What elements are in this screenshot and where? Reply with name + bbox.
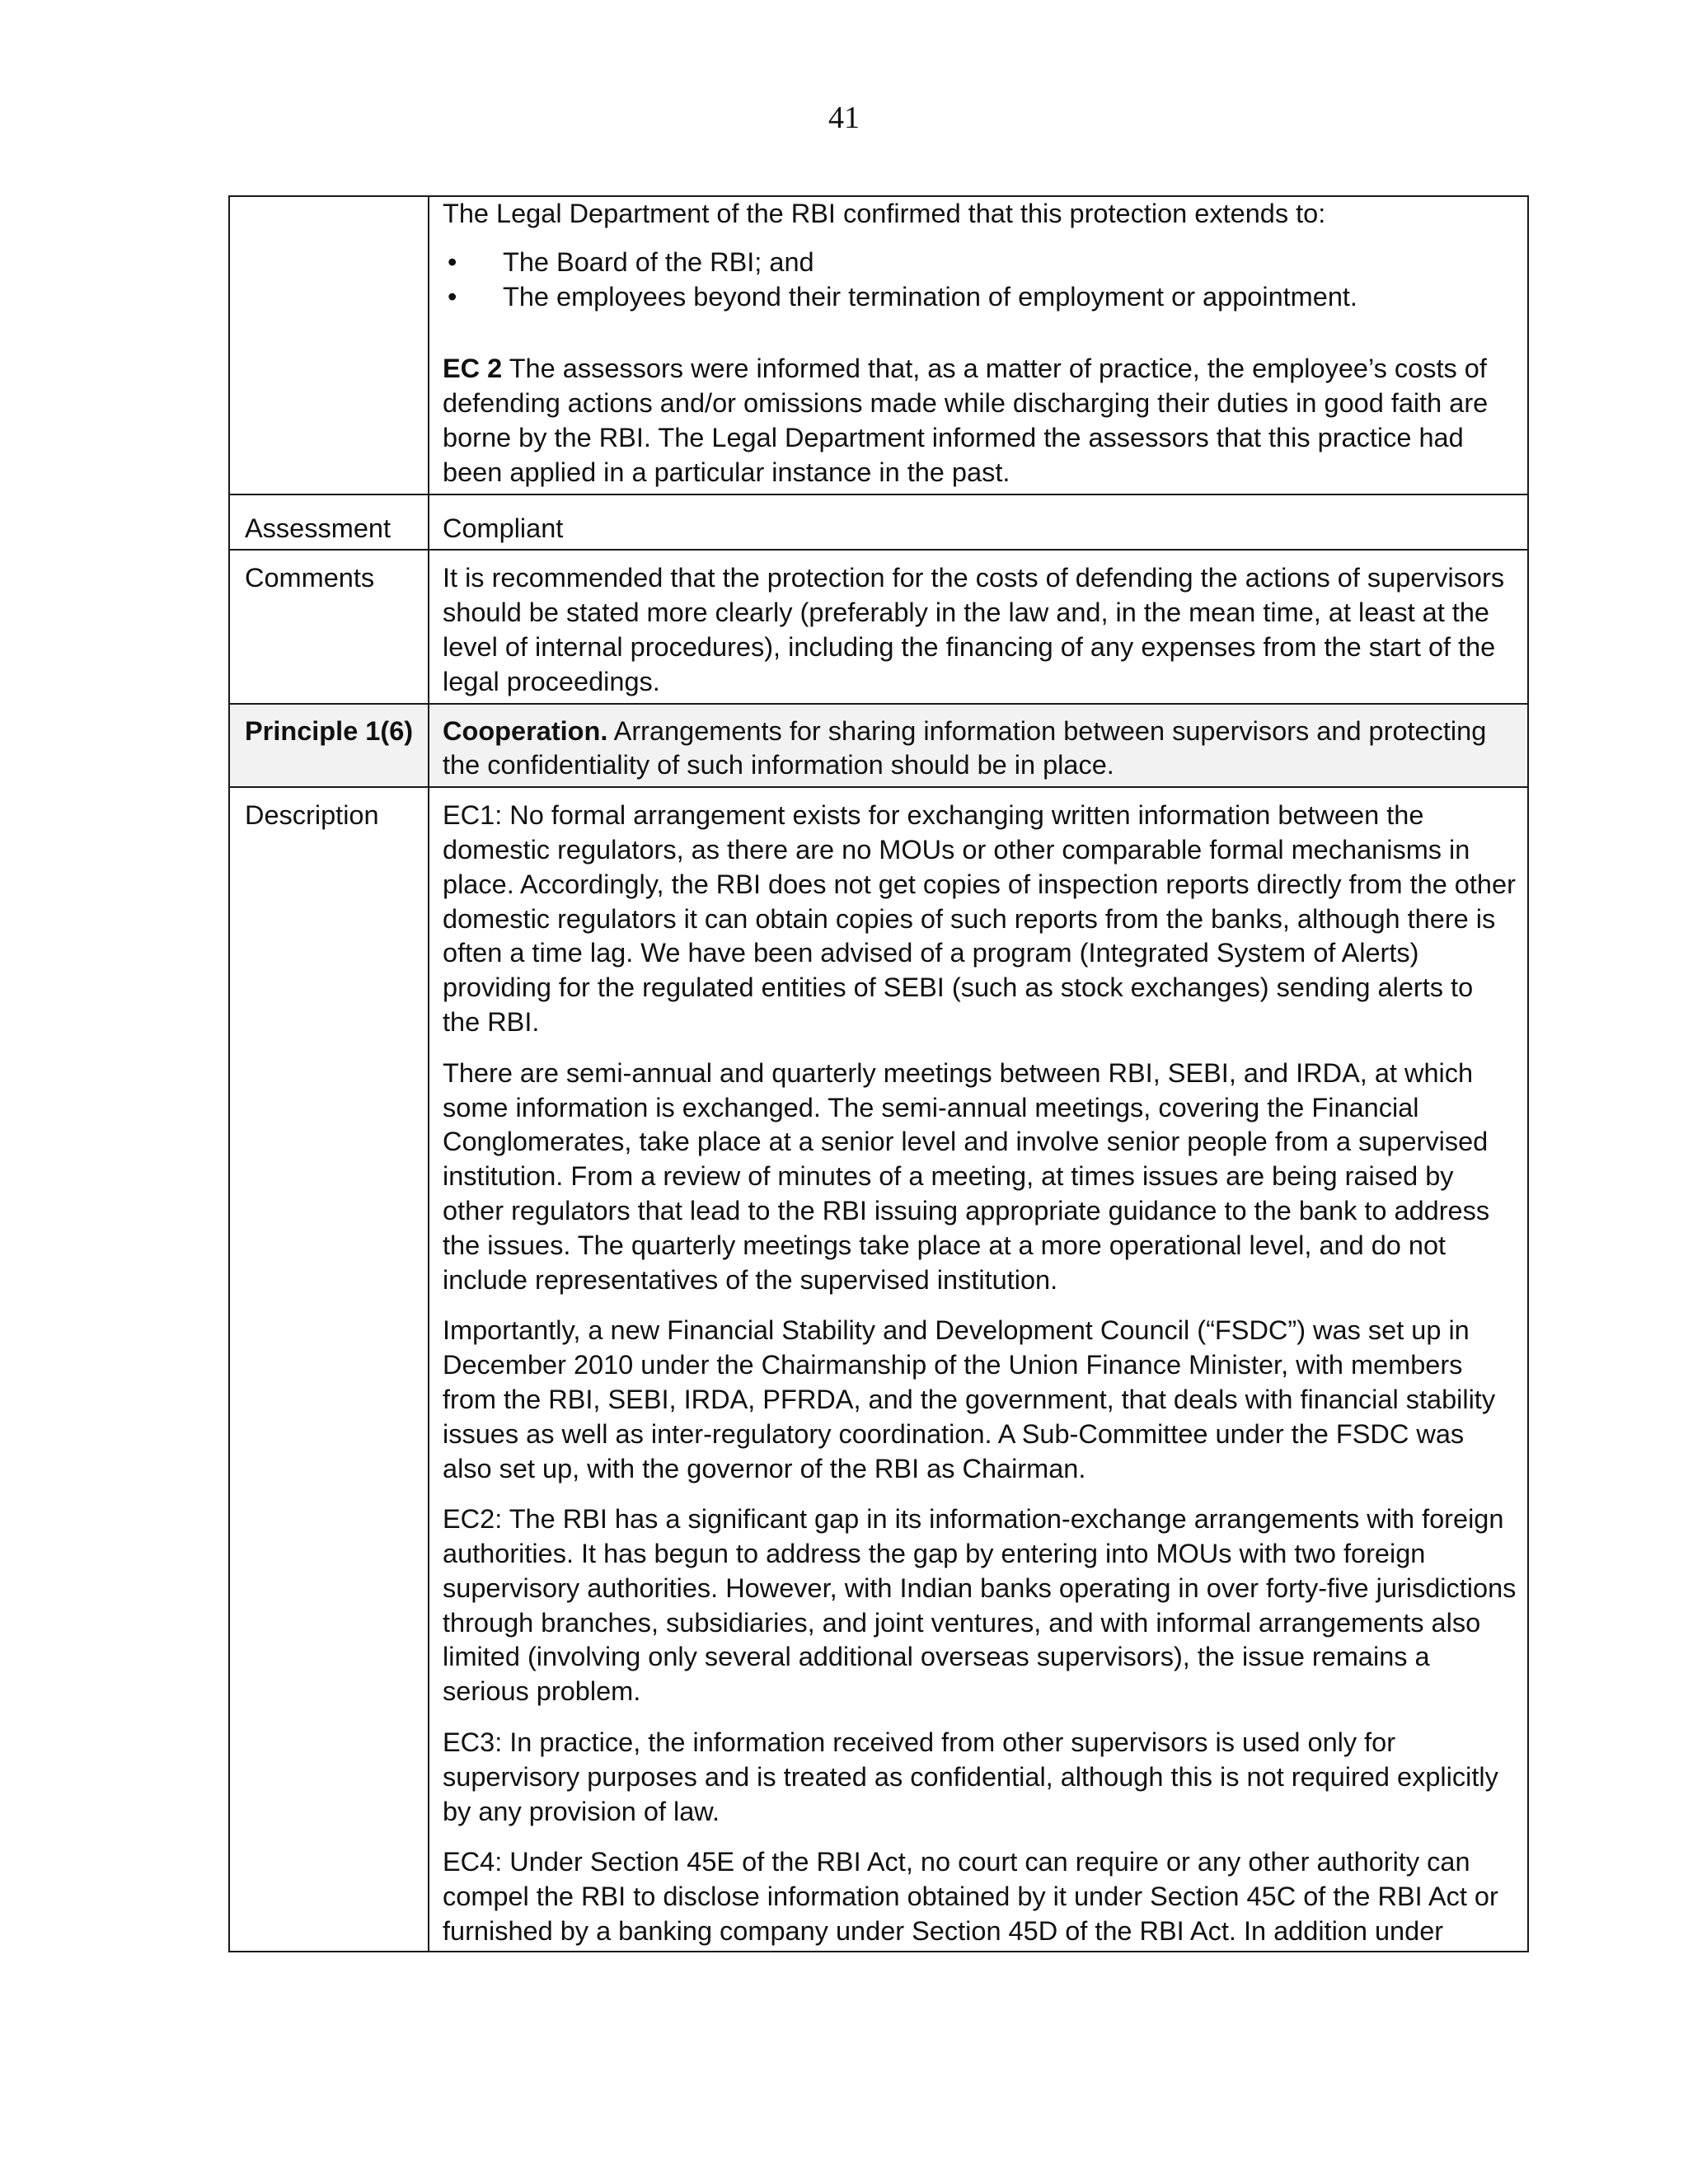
description-paragraph-fsdc: Importantly, a new Financial Stability and Development Council (“FSDC”) was set up in December 2010 under the Chairmanship of the Union Finance Minister, with members from the RBI, SEBI, IRDA, PFRDA, and the government, that deals with financial stability issues as well as inter-regulatory coordination. A Sub-Committee under the FSDC was also set up, with the governor of the RBI as Chairman.: [443, 1315, 1496, 1483]
principle-label: Principle 1(6): [229, 704, 429, 788]
ec2-paragraph: [443, 352, 1517, 490]
description-content: [429, 787, 1528, 1952]
description-paragraph-ec3: EC3: In practice, the information received from other supervisors is used only for supervisory purposes and is treated as confidential, although this is not required explicitly by any provision of law.: [443, 1727, 1498, 1826]
bullet-icon: •: [448, 246, 457, 277]
continued-label-cell: [229, 196, 429, 494]
principle-text: Arrangements for sharing information between supervisors and protecting the confidentiality of such information should be in place.: [443, 715, 1487, 780]
comments-label: Comments: [229, 550, 429, 703]
description-row: [229, 787, 1528, 1952]
page-number: 41: [828, 101, 860, 135]
ec2-text: The assessors were informed that, as a matter of practice, the employee’s costs of defending actions and/or omissions made while discharging their duties in good faith are borne by the RBI. The Legal Department informed the assessors that this practice had been applied in a particular instance in the past.: [443, 354, 1489, 487]
principle-content: [429, 704, 1528, 788]
description-paragraph-ec2: EC2: The RBI has a significant gap in its information-exchange arrangements with foreign authorities. It has begun to address the gap by entering into MOUs with two foreign supervisory authorities. However, with Indian banks operating in over forty-five jurisdictions through branches, subsidiaries, and joint ventures, and with informal arrangements also limited (involving only several additional overseas supervisors), the issue remains a serious problem.: [443, 1504, 1517, 1707]
bullet-icon: •: [448, 281, 457, 312]
comments-row: [229, 550, 1528, 703]
assessment-row: [229, 494, 1528, 551]
description-paragraph-meetings: There are semi-annual and quarterly meetings between RBI, SEBI, and IRDA, at which some information is exchanged. The semi-annual meetings, covering the Financial Conglomerates, take place at a senior level and involve senior people from a supervised institution. From a review of minutes of a meeting, at times issues are being raised by other regulators that lead to the RBI issuing appropriate guidance to the bank to address the issues. The quarterly meetings take place at a more operational level, and do not include representatives of the supervised institution.: [443, 1057, 1490, 1295]
principle-title: Cooperation.: [443, 715, 608, 746]
ec2-label: EC 2: [443, 354, 503, 384]
assessment-value: Compliant: [429, 494, 1528, 551]
assessment-label: Assessment: [229, 494, 429, 551]
continued-content-cell: [429, 196, 1528, 494]
description-paragraph-ec1: EC1: No formal arrangement exists for exchanging written information between the domestic regulators, as there are no MOUs or other comparable formal mechanisms in place. Accordingly, the RBI does not get copies of inspection reports directly from the other domestic regulators it can obtain copies of such reports from the banks, although there is often a time lag. We have been advised of a program (Integrated System of Alerts) providing for the regulated entities of SEBI (such as stock exchanges) sending alerts to the RBI.: [443, 800, 1516, 1037]
list-item: • The Board of the RBI; and: [443, 246, 1517, 280]
assessment-table: [228, 195, 1529, 1952]
description-label: Description: [229, 787, 429, 1952]
list-item: • The employees beyond their termination of employment or appointment.: [443, 280, 1517, 315]
protection-list: [443, 246, 1517, 315]
principle-row: [229, 704, 1528, 788]
description-paragraph-ec4: EC4: Under Section 45E of the RBI Act, no court can require or any other authority can compel the RBI to disclose information obtained by it under Section 45C of the RBI Act or furnished by a banking company under Section 45D of the RBI Act. In addition under: [443, 1847, 1498, 1947]
continued-row: [229, 196, 1528, 494]
protection-intro: The Legal Department of the RBI confirmed that this protection extends to:: [443, 199, 1326, 228]
comments-value: It is recommended that the protection for the costs of defending the actions of supervisors should be stated more clearly (preferably in the law and, in the mean time, at least at the level of internal procedures), including the financing of any expenses from the start of the legal proceedings.: [429, 550, 1528, 703]
